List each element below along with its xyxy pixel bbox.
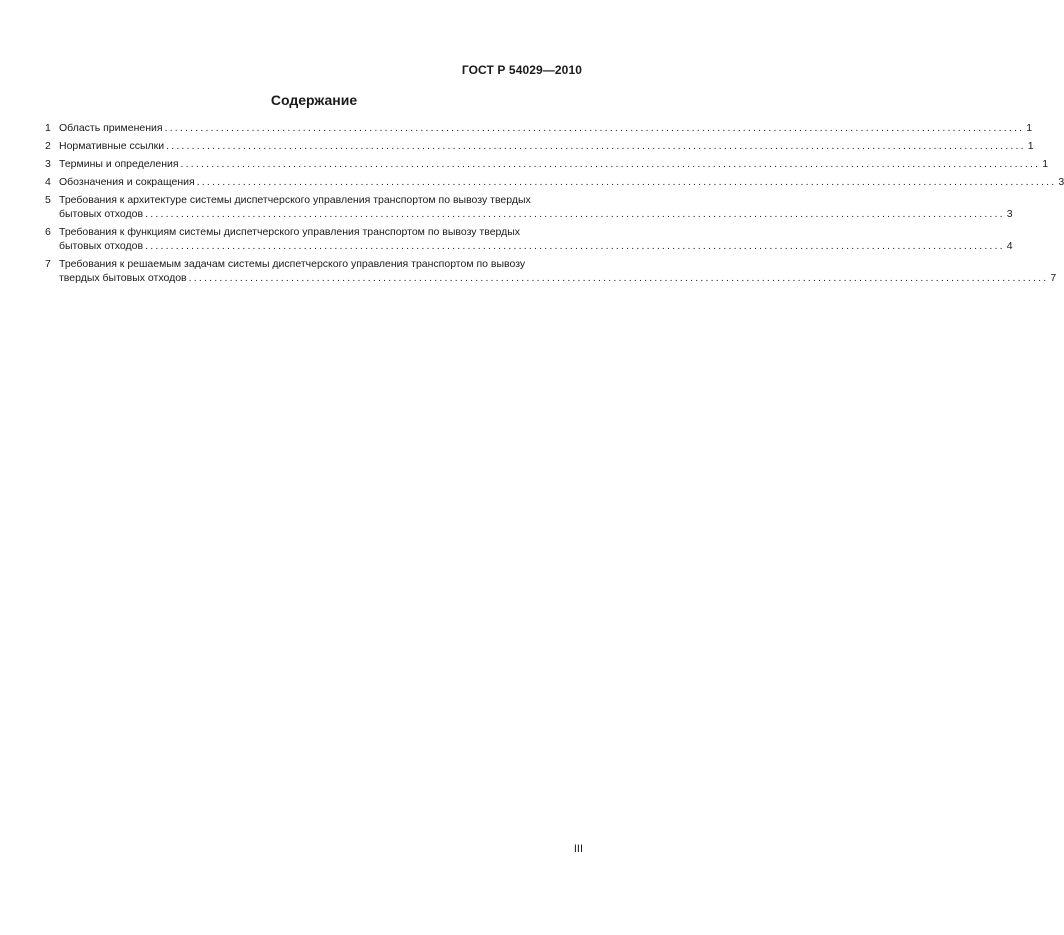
dot-leader: ........................................................................................................................................................................: [145, 208, 1005, 220]
toc-entry-title: Обозначения и сокращения: [59, 176, 195, 188]
toc-entry-page: 1: [1026, 122, 1033, 134]
toc-entry-title: Область применения: [59, 122, 163, 134]
toc-entry-1[interactable]: [45, 121, 1033, 135]
toc-entry-title-line-2: бытовых отходов: [59, 240, 144, 252]
dot-leader: ........................................................................................................................................................................: [188, 272, 1049, 284]
dot-leader: ........................................................................................................................................................................: [145, 240, 1005, 252]
dot-leader: ........................................................................................................................................................................: [196, 176, 1057, 188]
toc-entry-number: 3: [45, 158, 51, 170]
toc-entry-page: 3: [1006, 208, 1013, 220]
toc-entry-7[interactable]: [45, 257, 1057, 285]
standard-code: ГОСТ Р 54029—2010: [461, 63, 582, 77]
toc-entry-number: 4: [45, 176, 51, 188]
toc-entry-title-line-1: Требования к решаемым задачам системы диспетчерского управления транспортом по вывозу: [59, 258, 526, 270]
toc-entry-5[interactable]: [45, 193, 1013, 221]
toc-entry-number: 6: [45, 226, 51, 238]
toc-entry-6[interactable]: [45, 225, 1013, 253]
dot-leader: ........................................................................................................................................................................: [164, 122, 1025, 134]
toc-entry-number: 7: [45, 258, 51, 270]
toc-entry-number: 5: [45, 194, 51, 206]
table-of-contents: [45, 121, 1064, 289]
toc-entry-title: Нормативные ссылки: [59, 140, 165, 152]
toc-entry-page: 1: [1042, 158, 1049, 170]
dot-leader: ........................................................................................................................................................................: [166, 140, 1026, 152]
toc-entry-title-line-1: Требования к функциям системы диспетчерского управления транспортом по вывозу твердых: [59, 226, 521, 238]
toc-entry-number: 1: [45, 122, 51, 134]
toc-entry-4[interactable]: [45, 175, 1064, 189]
toc-entry-title-line-1: Требования к архитектуре системы диспетчерского управления транспортом по вывозу твердых: [59, 194, 531, 206]
toc-entry-3[interactable]: [45, 157, 1049, 171]
toc-entry-title-line-2: бытовых отходов: [59, 208, 144, 220]
toc-entry-number: 2: [45, 140, 51, 152]
page-number: III: [573, 843, 583, 855]
toc-entry-title: Термины и определения: [59, 158, 179, 170]
toc-entry-title-line-2: твердых бытовых отходов: [59, 272, 187, 284]
toc-entry-2[interactable]: [45, 139, 1034, 153]
toc-title: Содержание: [270, 92, 358, 108]
toc-entry-page: 7: [1050, 272, 1057, 284]
toc-entry-page: 4: [1006, 240, 1013, 252]
toc-entry-page: 1: [1027, 140, 1034, 152]
dot-leader: ........................................................................................................................................................................: [180, 158, 1041, 170]
toc-entry-page: 3: [1058, 176, 1064, 188]
